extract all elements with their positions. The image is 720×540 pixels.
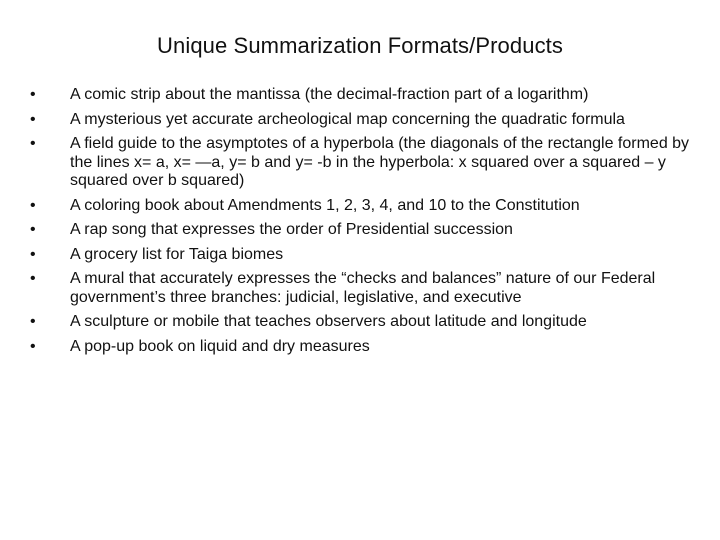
- bullet-icon: •: [30, 270, 36, 287]
- bullet-icon: •: [30, 337, 36, 355]
- bullet-icon: •: [30, 313, 36, 330]
- bullet-item-archeological-map: [30, 111, 698, 130]
- bullet-list: [30, 86, 698, 362]
- bullet-icon: •: [30, 245, 36, 263]
- bullet-text: A sculpture or mobile that teaches observers about latitude and longitude: [70, 313, 587, 330]
- bullet-text: A coloring book about Amendments 1, 2, 3, 4, and 10 to the Constitution: [70, 196, 580, 214]
- bullet-icon: •: [30, 196, 36, 214]
- bullet-item-pop-up-book: [30, 338, 698, 357]
- bullet-text: A grocery list for Taiga biomes: [70, 245, 284, 263]
- bullet-icon: •: [30, 86, 36, 103]
- bullet-text: A comic strip about the mantissa (the decimal-fraction part of a logarithm): [70, 86, 589, 103]
- bullet-icon: •: [30, 221, 36, 238]
- bullet-item-rap-song: [30, 221, 698, 240]
- bullet-icon: •: [30, 135, 36, 152]
- bullet-text: A mysterious yet accurate archeological map concerning the quadratic formula: [70, 110, 625, 128]
- bullet-item-comic-strip: [30, 86, 698, 105]
- bullet-text: A rap song that expresses the order of Presidential succession: [70, 221, 513, 238]
- bullet-item-field-guide: [30, 135, 698, 191]
- slide-title: Unique Summarization Formats/Products: [157, 33, 563, 58]
- bullet-text: A field guide to the asymptotes of a hyperbola (the diagonals of the rectangle formed by the lines x= a, x= —a, y= b and y= -b in the hyperbola: x squared over a squared – y squared over b squared): [70, 135, 690, 189]
- bullet-icon: •: [30, 110, 36, 128]
- bullet-text: A pop-up book on liquid and dry measures: [70, 337, 370, 355]
- bullet-item-coloring-book: [30, 197, 698, 216]
- bullet-item-grocery-list: [30, 246, 698, 265]
- bullet-text: A mural that accurately expresses the “checks and balances” nature of our Federal government’s three branches: judicial, legislative, and executive: [70, 270, 656, 306]
- bullet-item-mural: [30, 270, 698, 307]
- bullet-item-sculpture: [30, 313, 698, 332]
